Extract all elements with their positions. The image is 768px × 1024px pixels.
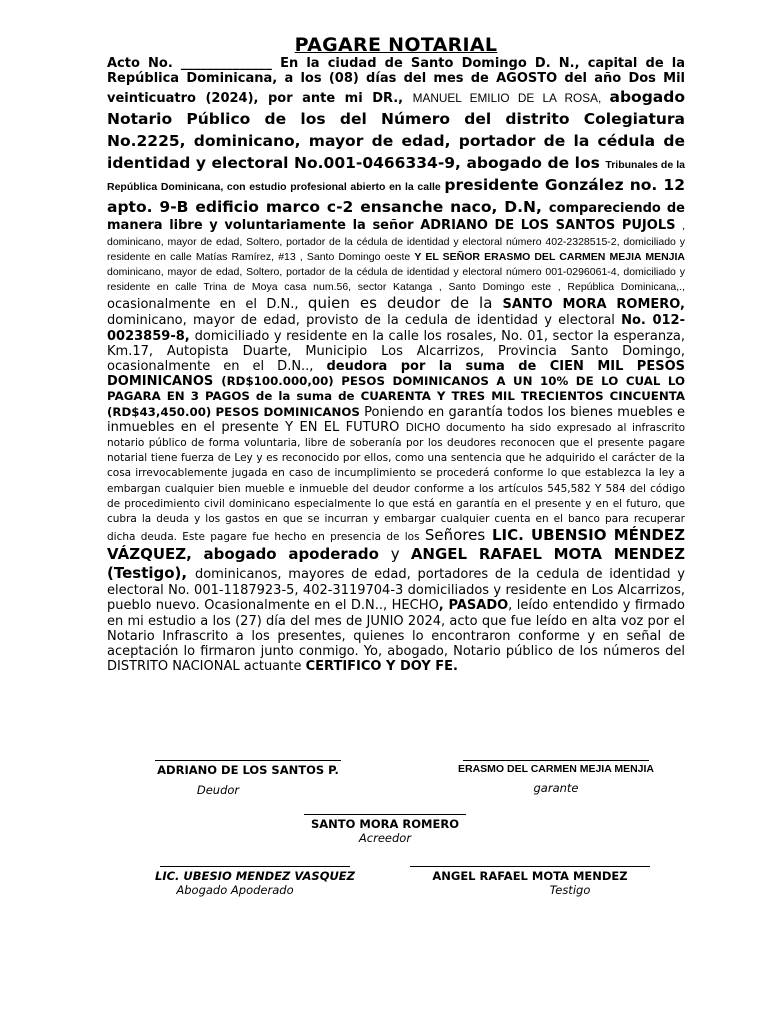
paragraph-run: , leído entendido y firmado en mi estudio a los (27) día del mes de JUNIO 2024, acto que fue leído en alta voz por el Notario Infrascrito a los presentes, quienes lo encontraron conforme y en señal de aceptación lo firmaron junto conmigo. Yo, abogado, Notario público de los números del DISTRITO NACIONAL actuante — [107, 598, 685, 675]
signer-name: LIC. UBESIO MENDEZ VASQUEZ — [155, 869, 355, 883]
paragraph-run: deudora por la suma de CIEN MIL PESOS DOMINICANOS — [107, 359, 685, 390]
paragraph-run: DICHO documento ha sido expresado al infrascrito notario público de forma voluntaria, libre de soberanía por los deudores reconocen que el presente pagare notarial tiene fuerza de Ley y es reconocido por ellos, como una sentencia que he adquirido el carácter de la cosa irrevocablemente jugada en caso de incumplimiento se procederá conforme lo que establezca la ley a embargan cualquier bien mueble e inmueble del deudor conforme a los artículos 545,582 Y 584 del código de procedimiento civil dominicano especialmente lo que está en garantía en el presente y en el futuro, que cubra la deuda y los gastos en que se incurran y embargar cualquier cuenta en el banco para recuperar dicha deuda. Este pagare fue hecho en presencia de los — [107, 421, 685, 544]
paragraph-run: Tribunales de la República Dominicana, con estudio profesional abierto en la calle — [107, 159, 685, 194]
paragraph-run: SANTO MORA ROMERO, — [502, 297, 685, 313]
signer-role: Acreedor — [358, 831, 412, 845]
signer-name: SANTO MORA ROMERO — [311, 817, 459, 831]
paragraph-run: Poniendo en garantía todos los bienes muebles e inmuebles en el presente Y EN EL FUTURO — [107, 404, 685, 435]
document-title: PAGARE NOTARIAL — [294, 34, 498, 56]
signer-name: ANGEL RAFAEL MOTA MENDEZ — [432, 869, 628, 883]
signature-line — [304, 814, 466, 815]
paragraph-run: Señores — [424, 526, 492, 545]
paragraph-run: No. 012-0023859-8, — [107, 313, 685, 344]
paragraph-run: ocasionalmente en el D.N., — [107, 297, 308, 313]
signature-deudor — [128, 760, 368, 797]
paragraph-run: (RD$100.000,00) PESOS DOMINICANOS A UN 10% DE LO CUAL LO PAGARA EN 3 PAGOS de la suma de CUARENTA Y TRES MIL TRECIENTOS CINCUENTA (RD$43,450.00) PESOS DOMINICANOS — [107, 374, 685, 419]
paragraph-run: compareciendo de manera libre y voluntariamente la señor ADRIANO DE LOS SANTOS PUJOLS — [107, 201, 685, 234]
signer-role: garante — [533, 781, 579, 795]
paragraph-run: dominicano, mayor de edad, Soltero, portador de la cédula de identidad y electoral número 001-0296061-4, domiciliado y residente en calle Trina de Moya casa num.56, sector Katanga , Santo Domingo este , República Dominicana,., — [107, 266, 685, 294]
signer-role: Testigo — [549, 883, 591, 897]
paragraph-run: Y EL SEÑOR ERASMO DEL CARMEN MEJIA MENJIA — [414, 250, 685, 263]
paragraph-run: , PASADO — [438, 598, 509, 614]
paragraph-run: CERTIFICO Y DOY FE. — [305, 659, 458, 675]
paragraph-run: y — [390, 545, 411, 564]
paragraph-run: dominicanos, mayores de edad, portadores de la cedula de identidad y electoral No. 001-1187923-5, 402-3119704-3 domiciliados y residente en Los Alcarrizos, pueblo nuevo. Ocasionalmente en el D.N.., HECHO — [107, 567, 686, 614]
paragraph-run: presidente González no. 12 apto. 9-B edificio marco c-2 ensanche naco, D.N, — [107, 176, 685, 217]
signature-garante — [448, 760, 664, 795]
signature-line — [160, 866, 350, 867]
paragraph-run: ANGEL RAFAEL MOTA MENDEZ (Testigo), — [107, 545, 686, 583]
paragraph-run: abogado Notario Público de los del Número del distrito Colegiatura No.2225, dominicano, mayor de edad, portador de la cédula de identidad y electoral No.001-0466334-9, abogado de los — [107, 88, 686, 173]
signature-line — [410, 866, 650, 867]
body-paragraph — [107, 56, 685, 674]
paragraph-run: quien es deudor de la — [307, 294, 503, 313]
signer-role: Deudor — [196, 783, 240, 797]
paragraph-run: dominicano, mayor de edad, provisto de la cedula de identidad y electoral — [107, 313, 622, 329]
signature-line — [155, 760, 341, 761]
signer-name: ERASMO DEL CARMEN MEJIA MENJIA — [457, 763, 655, 775]
signature-acreedor — [300, 814, 470, 845]
paragraph-run: domiciliado y residente en la calle los rosales, No. 01, sector la esperanza, Km.17, Autopista Duarte, Municipio Los Alcarrizos, Provincia Santo Domingo, ocasionalmente en el D.N.., — [107, 328, 685, 375]
signer-role: Abogado Apoderado — [176, 883, 294, 897]
signer-name: ADRIANO DE LOS SANTOS P. — [157, 763, 339, 777]
document-page — [107, 34, 685, 674]
signature-testigo — [405, 866, 655, 897]
signature-line — [463, 760, 649, 761]
paragraph-run: MANUEL EMILIO DE LA ROSA, — [412, 91, 610, 106]
paragraph-run: Acto No. ______________ En la ciudad de Santo Domingo D. N., capital de la República Dominicana, a los (08) días del mes de AGOSTO del año Dos Mil veinticuatro (2024), por ante mi DR., — [107, 56, 685, 107]
signature-abogado — [140, 866, 370, 897]
paragraph-run: LIC. UBENSIO MÉNDEZ VÁZQUEZ, abogado apoderado — [107, 526, 686, 564]
paragraph-run: , dominicano, mayor de edad, Soltero, portador de la cédula de identidad y electoral número 402-2328515-2, domiciliado y residente en calle Matías Ramírez, #13 , Santo Domingo oeste — [107, 220, 685, 263]
